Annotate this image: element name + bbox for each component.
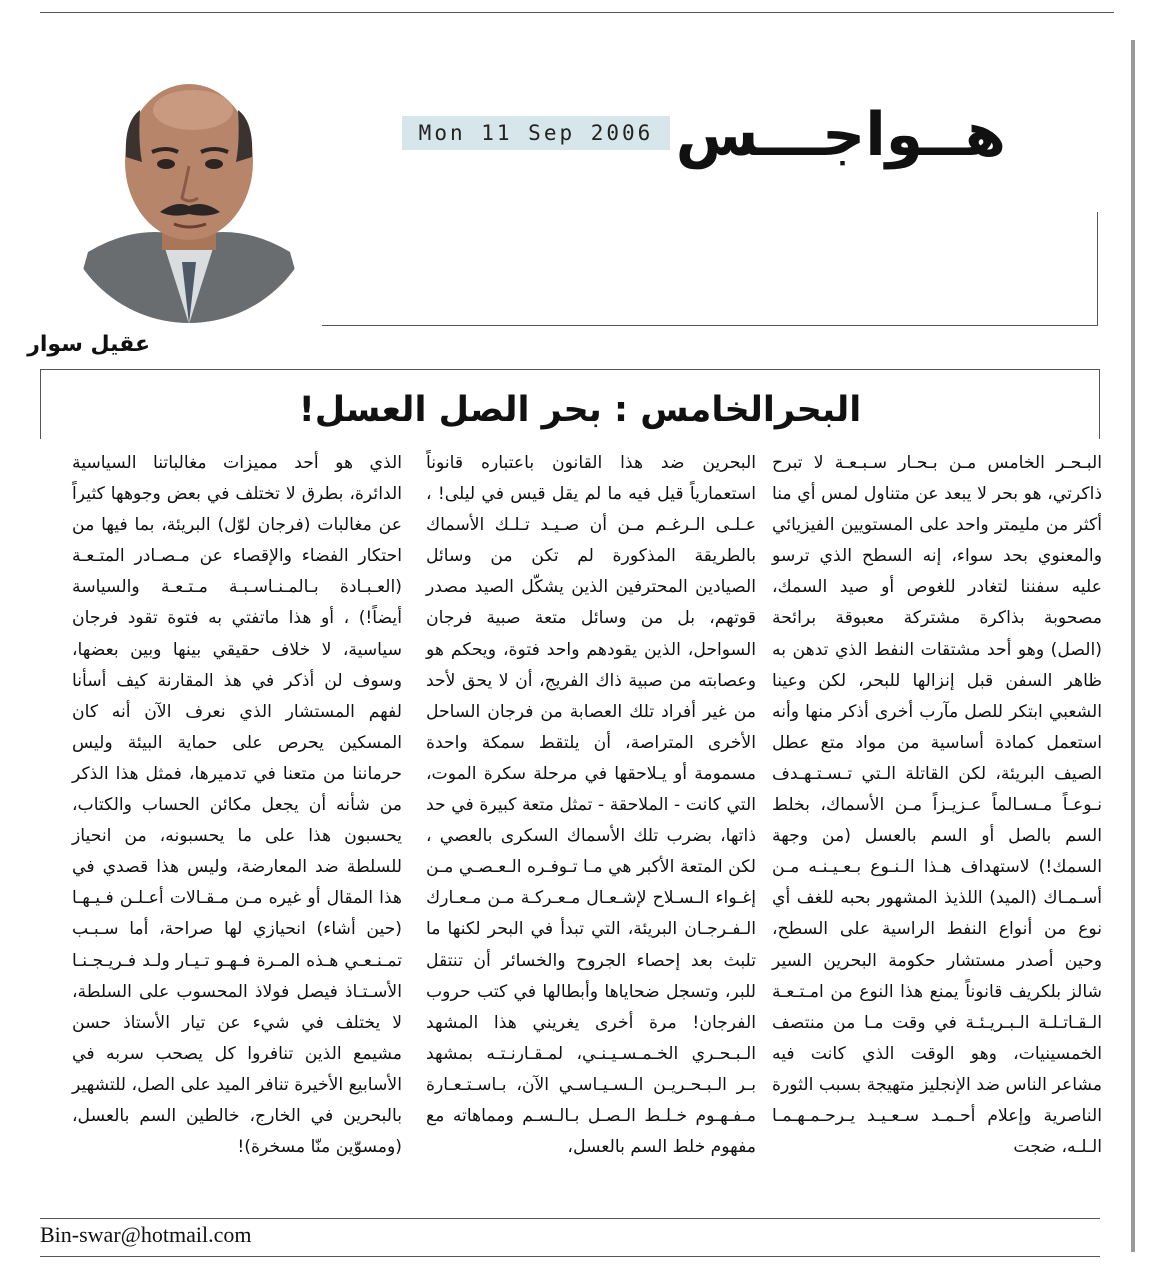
publication-date: Mon 11 Sep 2006 — [402, 116, 670, 150]
headline-box-left — [40, 369, 41, 439]
footer-rule-bottom — [40, 1256, 1100, 1257]
article-column-1-text: البـحـر الخامس مـن بـحـار سـبـعـة لا تبرح ذاكرتي، هو بحر لا يبعد عن متناول لمس أي منا أكثر من مليمتر واحد على المستويين الفيزيائي والمعنوي بحد سواء، إنه السطح الذي ترسو عليه سفننا لتغادر للغوص أو صيد السمك، مصحوبة بذاكرة مشتركة معبوقة برائحة (الصل) وهو أحد مشتقات النفط الذي تدهن به ظاهر السفن قبل إنزالها للبحر، لكن وعينا الشعبي ابتكر للصل مآرب أخرى أذكر منها وأنه استعمل كمادة أساسية من مواد متع عطل الصيف البريئة، لكن القاتلة الـتي تـسـتـهـدف نـوعـاً مـسـالماً عـزيـزاً مـن الأسماك، بخلط السم بالصل أو السم بالعسل (من وجهة السمك!) لاستهداف هـذا الـنـوع بـعـيـنـه مـن أسـمـاك (الميد) اللذيذ المشهور بحبه للغف أي نوع من أنواع النفط الراسية على السطح، وحين أصدر مستشار حكومة البحرين السير شالز بلكريف قانوناً يمنع هذا النوع من امـتـعـة الـقـاتـلـة الـبـريـئـة في وقت مـا من منتصف الخمسينيات، وهو الوقت الذي كانت فيه مشاعر الناس ضد الإنجليز متهيجة بسبب الثورة الناصرية وإعلام أحـمـد سـعـيـد يـرحـمـهـمـا الـلـه، ضجت — [772, 453, 1102, 1158]
article-column-3-text: الذي هو أحد مميزات مغالباتنا السياسية الدائرة، بطرق لا تختلف في بعض وجوهها كثيراً عن مغالبات (فرجان لوّل) البريئة، بما فيها من احتكار الفضاء والإقصاء عن مـصـادر المتـعـة (العـبـادة بـالمـنـاسـبـة مـتـعـة والسياسة أيضاً!) ، أو هذا ماتفتي به فتوة تقود فرجان سياسية، لا خلاف حقيقي بينها وبين بعضها، وسوف لن أذكر في هذ المقارنة كيف أسأنا لفهم المستشار الذي نعرف الآن أنه كان المسكين يحرص على حماية البيئة وليس حرماننا من متعنا في تدميرها، فمثل هذا الذكر من شأنه أن يجعل مكائن الحساب والكتاب، يحسبون هذا على ما يحسبونه، من انحياز للسلطة ضد المعارضة، وليس هذا قصدي في هذا المقال أو غيره مـن مـقـالات أعـلـن فـيـهـا (حين أشاء) انحيازي لها صراحة، أما سـبـب تمـنـعـي هـذه المـرة فـهـو تـيـار ولـد فـريـجـنـا الأسـتـاذ فيصل فولاذ المحسوب على السلطة، لا يختلف في شيء عن تيار الأستاذ حسن مشيمع الذين تنافروا كل يصحب سربه في الأسابيع الأخيرة تنافر الميد على الصل، للتشهير بالبحرين في الخارج، خالطين السم بالعسل، (ومسوّين منّا مسخرة)! — [72, 453, 402, 1158]
headline-box-top — [40, 369, 1100, 370]
top-rule — [40, 12, 1114, 13]
article-column-2 — [426, 448, 756, 1163]
article-column-3 — [72, 448, 402, 1163]
author-email: Bin-swar@hotmail.com — [40, 1222, 252, 1247]
right-margin-bar — [1131, 40, 1135, 1252]
author-portrait — [58, 62, 320, 324]
article-headline: البحرالخامس : بحر الصل العسل! — [298, 390, 862, 430]
footer-rule-top — [40, 1218, 1100, 1219]
article-column-1 — [772, 448, 1102, 1163]
author-name: عقيل سوار — [27, 332, 150, 357]
column-title: هــواجـــس — [675, 100, 1006, 170]
header-right-border — [1097, 212, 1098, 326]
article-column-2-text: البحرين ضد هذا القانون باعتباره قانوناً استعمارياً قيل فيه ما لم يقل قيس في ليلى! ، عـلـى الـرغـم مـن أن صـيـد تـلـك الأسماك بالطريقة المذكورة لم تكن من وسائل الصيادين المحترفين الذين يشكّل الصيد مصدر قوتهم، بل من وسائل متعة صبية فرجان السواحل، الذين يقودهم واحد فتوة، ويحكم هو وعصابته من صبية ذاك الفريج، أن لا يحق لأحد من غير أفراد تلك العصابة من فرجان الساحل الأخرى المتراصة، أن يلتقط سمكة واحدة مسمومة أو يـلاحقها في مرحلة سكرة الموت، التي كانت - الملاحقة - تمثل متعة كبيرة في حد ذاتها، بضرب تلك الأسماك السكرى بالعصي ، لكن المتعة الأكبر هي مـا تـوفـره الـعـصـي مـن إغـواء الـسـلاح لإشـعـال مـعـركـة مـن مـعـارك الـفـرجـان البريئة، التي تبدأ في البحر لكنها ما تلبث بعد إحصاء الجروح والخسائر أن تنتقل للبر، وتسجل ضحاياها وأبطالها في كتب حروب الفرجان! مرة أخرى يغريني هذا المشهد الـبـحـري الخـمـسـيـنـي، لمـقـارنـتـه بمشهد بـر الـبـحـريـن الـسـيـاسـي الآن، بـاسـتـعـارة مـفـهـوم خـلـط الـصـل بـالـسـم ومماهاته مع مفهوم خلط السم بالعسل، — [426, 453, 756, 1158]
header-bottom-rule — [322, 325, 1098, 326]
